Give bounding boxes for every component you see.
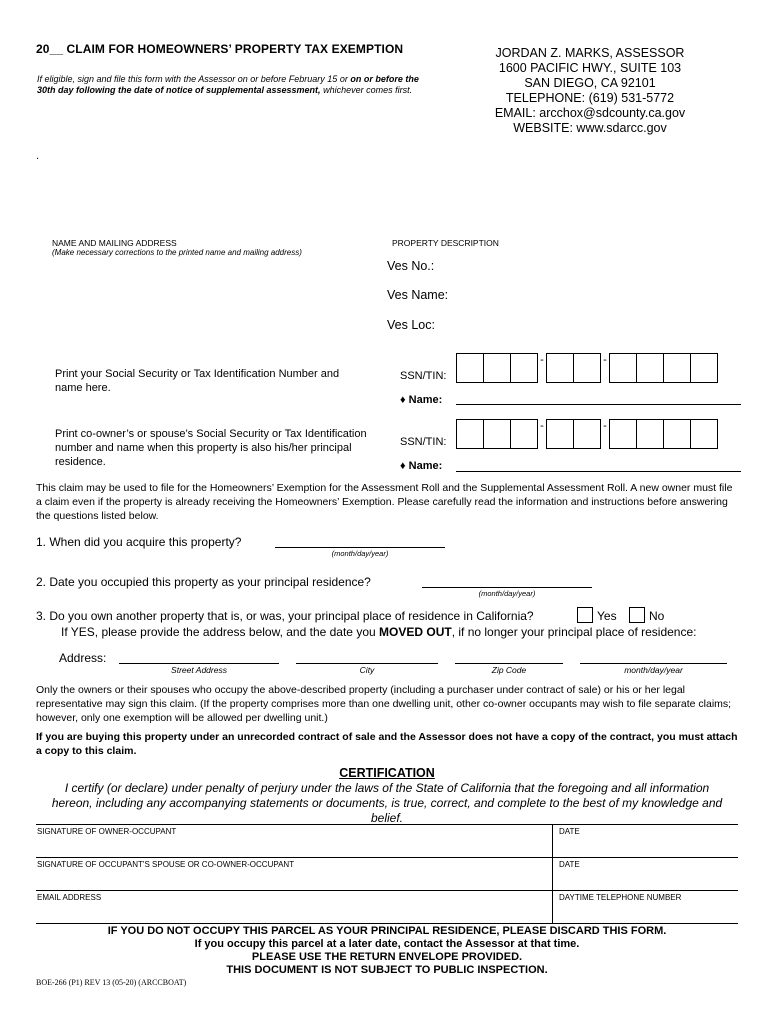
ves-no-label: Ves No.: [387, 259, 435, 273]
address-label: Address: [59, 651, 107, 665]
footer-discard-notice: IF YOU DO NOT OCCUPY THIS PARCEL AS YOUR PRINCIPAL RESIDENCE, PLEASE DISCARD THIS FORM. [107, 925, 667, 937]
form-title: 20__ CLAIM FOR HOMEOWNERS’ PROPERTY TAX EXEMPTION [36, 42, 404, 56]
ves-name-label: Ves Name: [387, 288, 449, 302]
ssn-label-owner: SSN/TIN: [400, 370, 447, 382]
zip-field[interactable] [455, 663, 563, 664]
question-3-detail [61, 625, 697, 639]
q3-detail-post: , if no longer your principal place of residence: [451, 625, 697, 639]
spouse-signature-label: SIGNATURE OF OCCUPANT'S SPOUSE OR CO-OWNER-OCCUPANT [37, 860, 295, 869]
footer-envelope-notice: PLEASE USE THE RETURN ENVELOPE PROVIDED. [251, 951, 523, 963]
contract-notice: If you are buying this property under an unrecorded contract of sale and the Assessor does not have a copy of the contract, you must attach a copy to this claim. [36, 731, 738, 757]
claim-info-text: This claim may be used to file for the Homeowners’ Exemption for the Assessment Roll and the Supplemental Assessment Roll. A new owner must file a claim even if the property is already receiving the Homeowners’ Exemption. Please carefully read the information and instructions before answering the questions listed below. [36, 482, 733, 522]
assessor-contact [440, 46, 740, 136]
intro-lead: If eligible, sign and file this form with the Assessor on or before February 15 or [37, 74, 348, 84]
date2-field[interactable] [554, 871, 737, 889]
question-3: 3. Do you own another property that is, or was, your principal place of residence in California? [36, 609, 534, 623]
ssn-boxes-coowner[interactable] [456, 419, 718, 449]
ssn-label-coowner: SSN/TIN: [400, 436, 447, 448]
filing-instructions [37, 74, 432, 96]
sig-divider-1 [36, 857, 738, 858]
date1-label: DATE [559, 827, 580, 836]
ssn-dash: - [603, 420, 607, 432]
assessor-telephone: TELEPHONE: (619) 531-5772 [505, 91, 675, 105]
certification-title: CERTIFICATION [339, 766, 435, 780]
q1-date-field[interactable] [275, 547, 445, 548]
moved-date-field[interactable] [580, 663, 727, 664]
intro-tail: whichever comes first. [323, 85, 413, 95]
ssn-prompt-owner: Print your Social Security or Tax Identification Number and name here. [55, 368, 340, 394]
question-1: 1. When did you acquire this property? [36, 535, 242, 549]
property-label: PROPERTY DESCRIPTION [392, 238, 499, 248]
name-label-coowner: ♦ Name: [400, 460, 443, 472]
ssn-prompt-coowner: Print co-owner’s or spouse’s Social Security or Tax Identification number and name when this property is also his/her principal residence. [55, 428, 367, 468]
owner-signature-label: SIGNATURE OF OWNER-OCCUPANT [37, 827, 177, 836]
assessor-name: JORDAN Z. MARKS, ASSESSOR [495, 46, 685, 60]
ssn-dash: - [603, 354, 607, 366]
assessor-email: EMAIL: arcchox@sdcounty.ca.gov [494, 106, 686, 120]
phone-field[interactable] [554, 904, 737, 922]
q2-sublabel: (month/day/year) [478, 589, 536, 598]
email-field[interactable] [36, 904, 551, 922]
certification-text: I certify (or declare) under penalty of perjury under the laws of the State of California that the foregoing and all information hereon, including any accompanying statements or documents, is true, correct, and complete to the best of my knowledge and belief. [51, 781, 723, 825]
spouse-signature-field[interactable] [36, 871, 551, 889]
footer-inspection-notice: THIS DOCUMENT IS NOT SUBJECT TO PUBLIC INSPECTION. [226, 964, 548, 976]
ssn-dash: - [540, 354, 544, 366]
ssn-dash: - [540, 420, 544, 432]
q3-no-checkbox[interactable] [629, 607, 645, 623]
q3-detail-bold: MOVED OUT [379, 625, 452, 639]
sig-divider-top [36, 824, 738, 825]
question-2: 2. Date you occupied this property as your principal residence? [36, 575, 371, 589]
name-field-coowner[interactable] [456, 471, 741, 472]
ssn-boxes-owner[interactable] [456, 353, 718, 383]
assessor-website: WEBSITE: www.sdarcc.gov [513, 121, 667, 135]
footer-contact-notice: If you occupy this parcel at a later date, contact the Assessor at that time. [194, 938, 580, 950]
mailing-label: NAME AND MAILING ADDRESS [52, 238, 177, 248]
q3-detail-pre: If YES, please provide the address below, and the date you [61, 625, 376, 639]
stray-dot: . [36, 150, 40, 162]
date1-field[interactable] [554, 838, 737, 856]
name-label-owner: ♦ Name: [400, 394, 443, 406]
assessor-address1: 1600 PACIFIC HWY., SUITE 103 [498, 61, 682, 75]
street-field[interactable] [119, 663, 279, 664]
q3-yes-checkbox[interactable] [577, 607, 593, 623]
intro-bold: on or before the 30th day following the date of notice of supplemental assessment, [37, 74, 419, 95]
name-field-owner[interactable] [456, 404, 741, 405]
q2-date-field[interactable] [422, 587, 592, 588]
sig-divider-2 [36, 890, 738, 891]
assessor-address2: SAN DIEGO, CA 92101 [524, 76, 656, 90]
phone-label: DAYTIME TELEPHONE NUMBER [559, 893, 682, 902]
ves-loc-label: Ves Loc: [387, 318, 435, 332]
zip-sublabel: Zip Code [491, 665, 527, 675]
q3-no-label: No [649, 609, 665, 623]
city-field[interactable] [296, 663, 438, 664]
email-label: EMAIL ADDRESS [37, 893, 102, 902]
owners-info-text: Only the owners or their spouses who occupy the above-described property (including a purchaser under contract of sale) or his or her legal representative may sign this claim. (If the property comprises more than one dwelling unit, other co-owner occupants may wish to file separate claims; however, only one exemption will be allowed per dwelling unit.) [36, 684, 732, 724]
mailing-sublabel: (Make necessary corrections to the printed name and mailing address) [52, 248, 302, 257]
street-sublabel: Street Address [171, 665, 227, 675]
form-id: BOE-266 (P1) REV 13 (05-20) (ARCCBOAT) [36, 978, 187, 987]
q1-sublabel: (month/day/year) [331, 549, 389, 558]
date-sublabel: month/day/year [624, 665, 683, 675]
sig-divider-bottom [36, 923, 738, 924]
date2-label: DATE [559, 860, 580, 869]
sig-divider-vertical [552, 824, 553, 923]
q3-yes-label: Yes [597, 609, 617, 623]
owner-signature-field[interactable] [36, 838, 551, 856]
city-sublabel: City [359, 665, 375, 675]
